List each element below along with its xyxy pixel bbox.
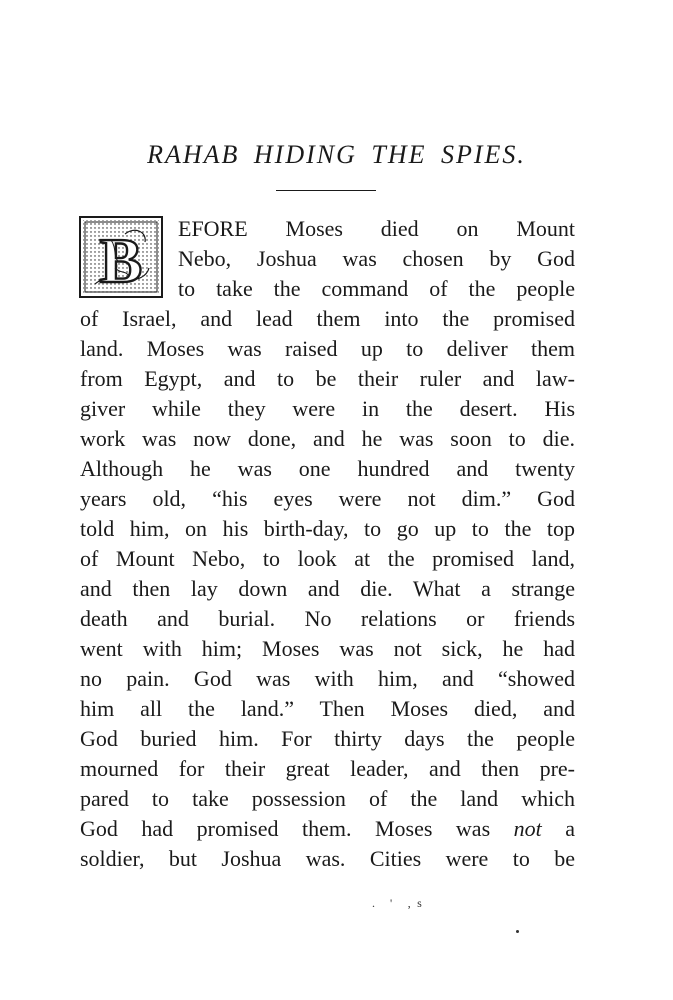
- text-line: him all the land.” Then Moses died, and: [80, 696, 575, 721]
- text-line: pared to take possession of the land which: [80, 786, 575, 811]
- text-line: work was now done, and he was soon to die.: [80, 426, 575, 451]
- text-line: no pain. God was with him, and “showed: [80, 666, 575, 691]
- title-divider: [276, 190, 376, 191]
- text-line: EFORE Moses died on Mount: [178, 216, 575, 241]
- drop-cap-icon: [79, 216, 163, 298]
- text-line: and then lay down and die. What a strange: [80, 576, 575, 601]
- text-line: God buried him. For thirty days the people: [80, 726, 575, 751]
- text-line: from Egypt, and to be their ruler and law-: [80, 366, 575, 391]
- text-line: years old, “his eyes were not dim.” God: [80, 486, 575, 511]
- text-line: of Mount Nebo, to look at the promised land,: [80, 546, 575, 571]
- drop-cap-letter: B: [99, 225, 143, 296]
- text-line: death and burial. No relations or friends: [80, 606, 575, 631]
- text-line: soldier, but Joshua was. Cities were to be: [80, 846, 575, 871]
- text-line: [80, 814, 575, 844]
- text-line: told him, on his birth-day, to go up to the top: [80, 516, 575, 541]
- text-line: land. Moses was raised up to deliver them: [80, 336, 575, 361]
- text-line: giver while they were in the desert. His: [80, 396, 575, 421]
- text-line: Although he was one hundred and twenty: [80, 456, 575, 481]
- text-line: to take the command of the people: [178, 276, 575, 301]
- printer-marks: . ' ‚s: [372, 896, 428, 910]
- text-line: Nebo, Joshua was chosen by God: [178, 246, 575, 271]
- stray-dot: [516, 930, 519, 933]
- text-segment: a: [565, 816, 576, 841]
- text-line: mourned for their great leader, and then pre-: [80, 756, 575, 781]
- text-line: went with him; Moses was not sick, he had: [80, 636, 575, 661]
- text-segment: God had promised them. Moses was: [80, 816, 491, 841]
- text-line: of Israel, and lead them into the promised: [80, 306, 575, 331]
- emphasis-text: not: [513, 816, 542, 841]
- chapter-title: RAHAB HIDING THE SPIES.: [147, 140, 526, 169]
